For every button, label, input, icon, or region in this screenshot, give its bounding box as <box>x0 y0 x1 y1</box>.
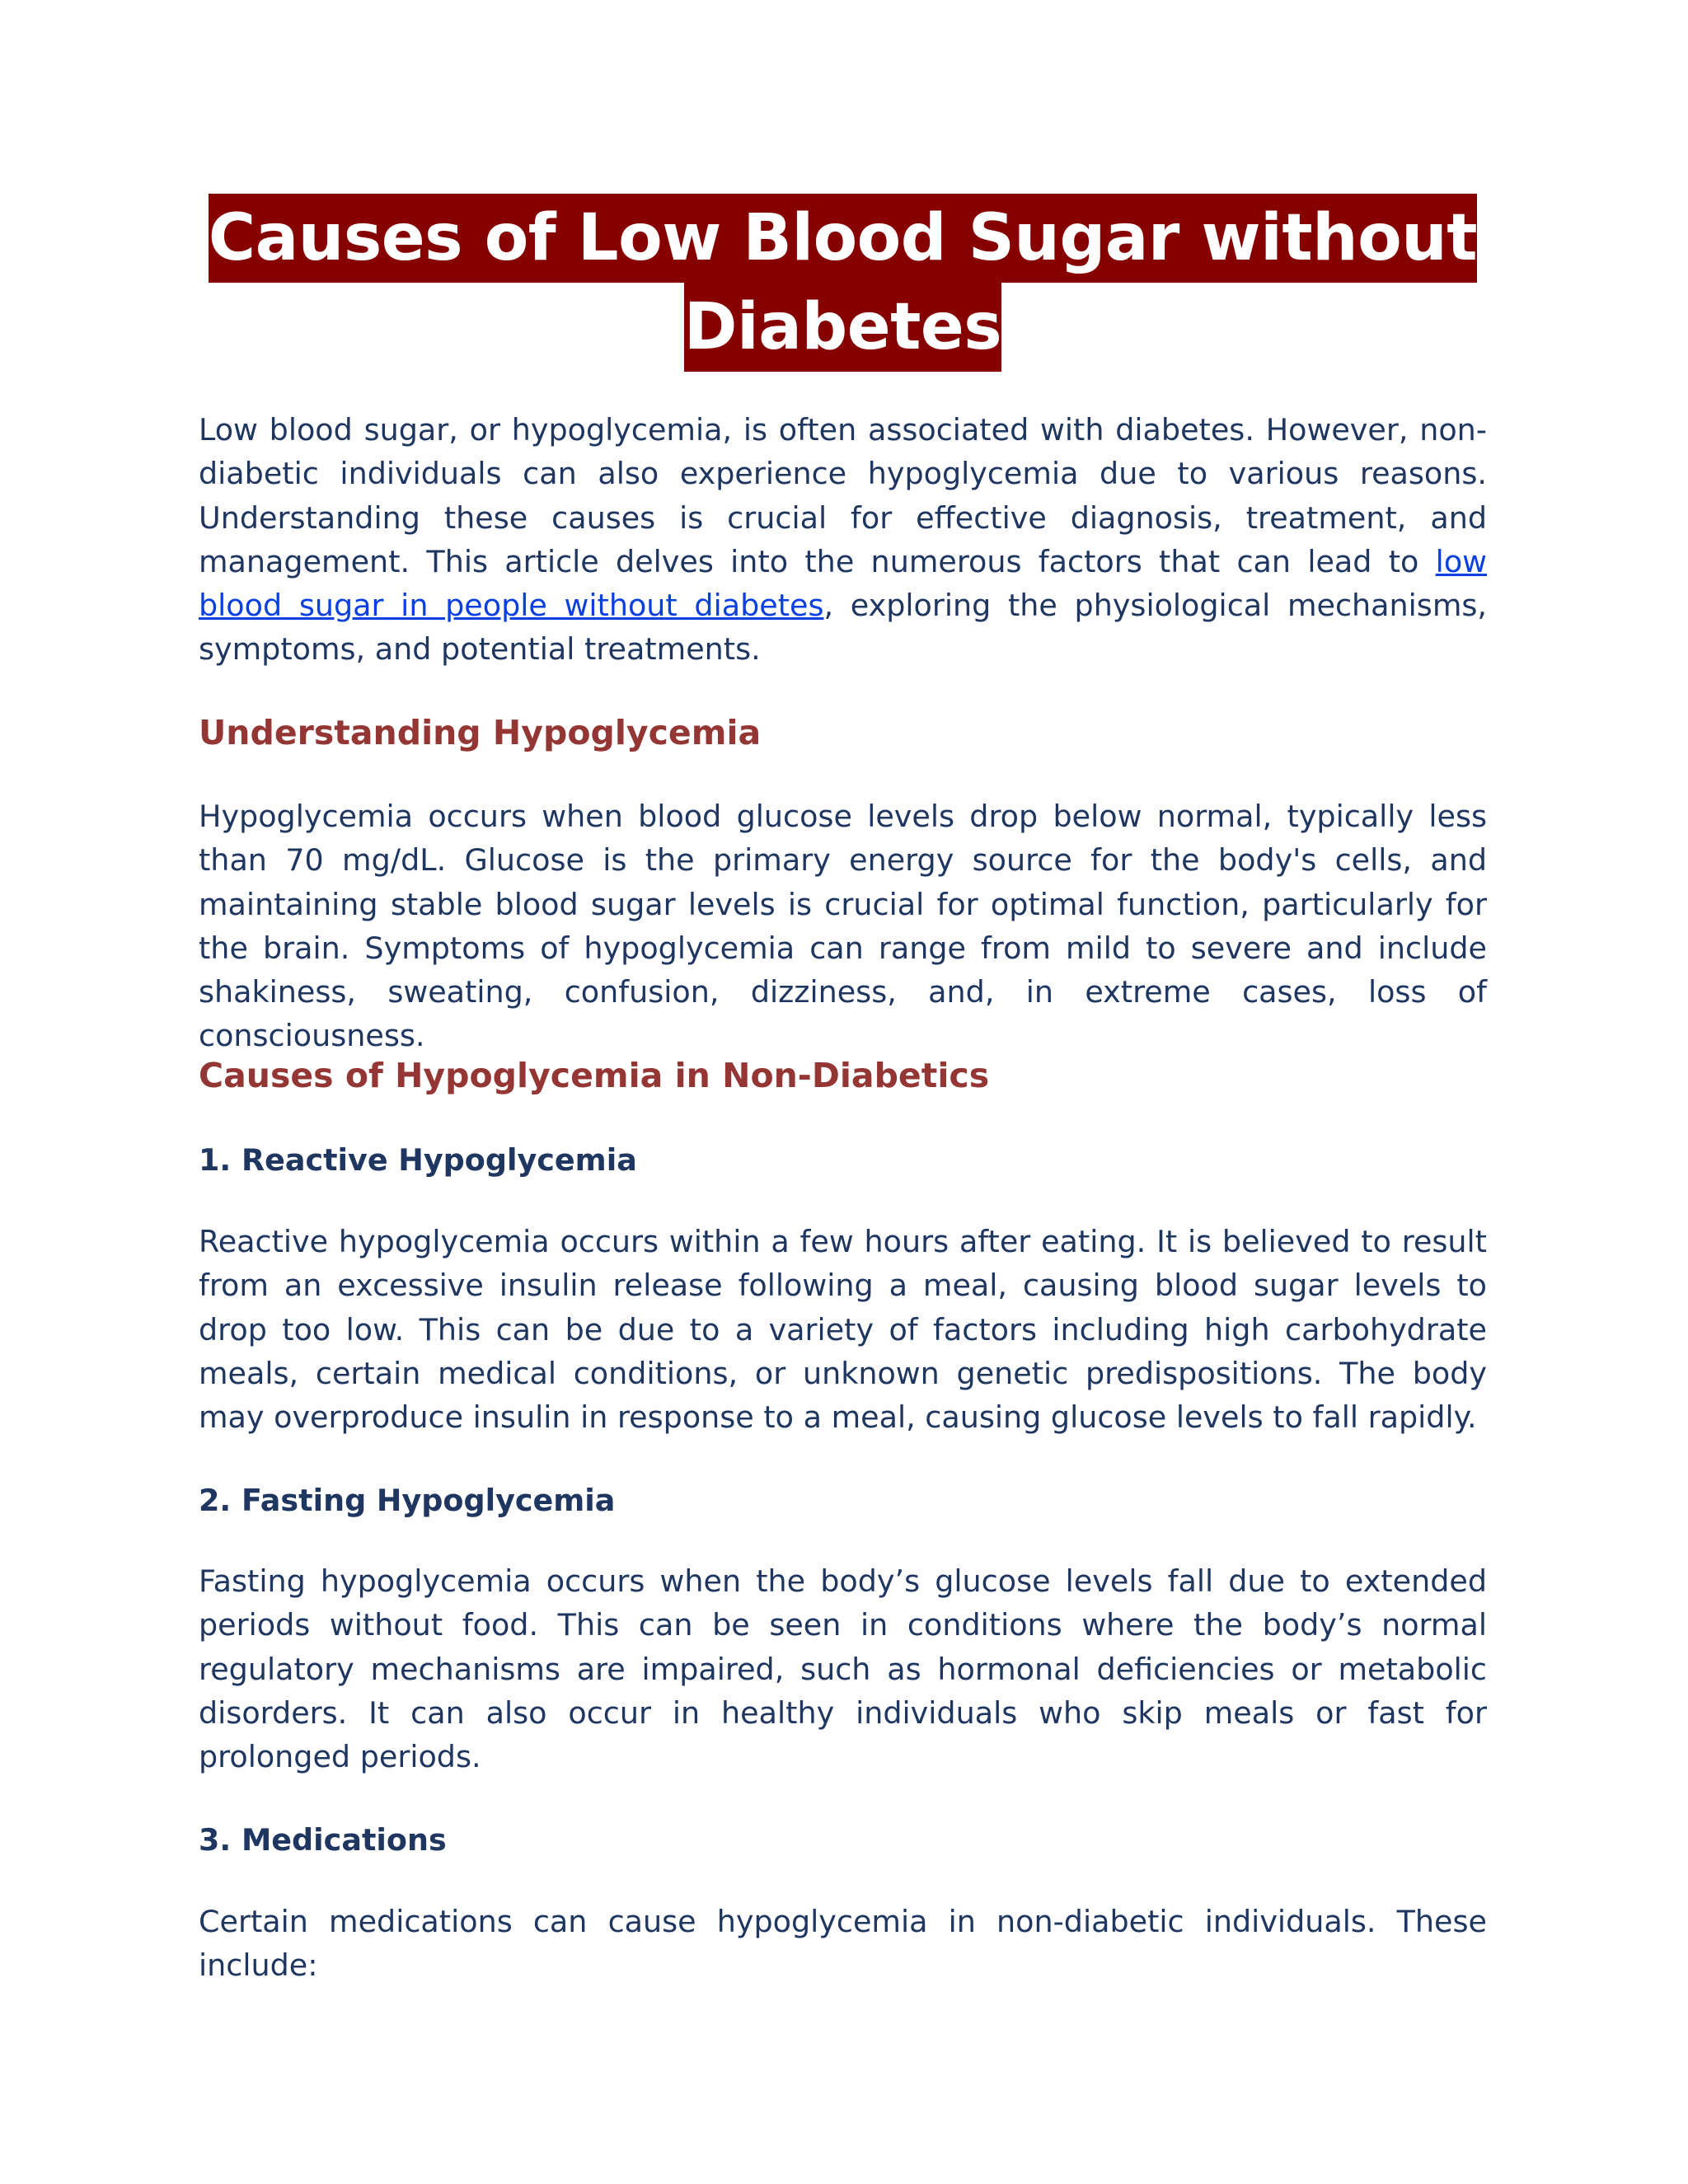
intro-text-after-link: , exploring the physiological mechanisms, symptoms, and potential treatments. <box>199 588 1487 668</box>
subsection-medications <box>199 1819 1487 1862</box>
subsection-medications-body-block <box>199 1900 1487 1988</box>
subsection-fasting <box>199 1479 1487 1522</box>
document-title <box>199 194 1487 372</box>
section-understanding <box>199 710 1487 755</box>
section-understanding-body-block <box>199 794 1487 1058</box>
subsection-heading-reactive: 1. Reactive Hypoglycemia <box>199 1142 637 1178</box>
subsection-heading-medications: 3. Medications <box>199 1822 447 1858</box>
subsection-reactive <box>199 1139 1487 1182</box>
section-heading-causes: Causes of Hypoglycemia in Non-Diabetics <box>199 1056 990 1095</box>
subsection-heading-fasting: 2. Fasting Hypoglycemia <box>199 1483 616 1518</box>
section-heading-understanding: Understanding Hypoglycemia <box>199 713 762 752</box>
title-line-1: Causes of Low Blood Sugar without <box>209 194 1477 283</box>
section-causes <box>199 1053 1487 1098</box>
section-understanding-body: Hypoglycemia occurs when blood glucose levels drop below normal, typically less than 70 mg/dL. Glucose is the primary energy source for the body's cells, and maintaining stable blood sugar levels is crucial for optimal function, particularly for the brain. Symptoms of hypoglycemia can range from mild to severe and include shakiness, sweating, confusion, dizziness, and, in extreme cases, loss of consciousness. <box>199 799 1487 1054</box>
subsection-medications-body: Certain medications can cause hypoglycemia in non-diabetic individuals. These include: <box>199 1904 1487 1984</box>
intro-text-before-link: Low blood sugar, or hypoglycemia, is often associated with diabetes. However, non-diabetic individuals can also experience hypoglycemia due to various reasons. Understanding these causes is crucial for effective diagnosis, treatment, and management. This article delves into the numerous factors that can lead to <box>199 412 1487 579</box>
intro-link[interactable]: low blood sugar in people without diabetes <box>199 543 1487 624</box>
title-line-2: Diabetes <box>684 283 1001 372</box>
subsection-reactive-body-block <box>199 1220 1487 1439</box>
subsection-fasting-body: Fasting hypoglycemia occurs when the body’s glucose levels fall due to extended periods without food. This can be seen in conditions where the body’s normal regulatory mechanisms are impaired, such as hormonal deficiencies or metabolic disorders. It can also occur in healthy individuals who skip meals or fast for prolonged periods. <box>199 1563 1487 1775</box>
intro-paragraph <box>199 408 1487 672</box>
subsection-reactive-body: Reactive hypoglycemia occurs within a few hours after eating. It is believed to result from an excessive insulin release following a meal, causing blood sugar levels to drop too low. This can be due to a variety of factors including high carbohydrate meals, certain medical conditions, or unknown genetic predispositions. The body may overproduce insulin in response to a meal, causing glucose levels to fall rapidly. <box>199 1224 1487 1436</box>
intro-paragraph-block <box>199 408 1487 672</box>
subsection-fasting-body-block <box>199 1559 1487 1779</box>
